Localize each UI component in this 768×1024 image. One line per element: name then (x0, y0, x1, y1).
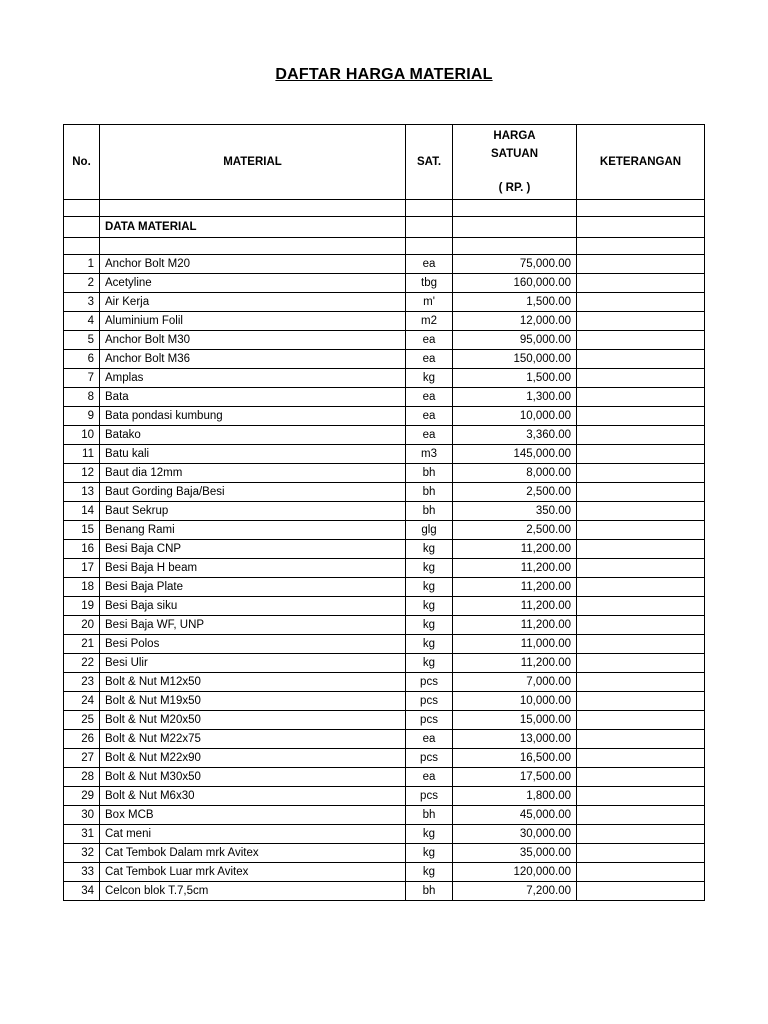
table-row (64, 597, 705, 616)
row-number: 19 (64, 597, 100, 616)
row-number: 22 (64, 654, 100, 673)
table-row (64, 863, 705, 882)
row-unit: ea (406, 730, 453, 749)
row-price: 11,200.00 (453, 559, 577, 578)
row-price: 15,000.00 (453, 711, 577, 730)
row-note (577, 711, 705, 730)
table-row (64, 692, 705, 711)
row-note (577, 540, 705, 559)
header-harga-line2: SATUAN (490, 148, 539, 160)
row-note (577, 483, 705, 502)
row-number: 33 (64, 863, 100, 882)
row-unit: ea (406, 350, 453, 369)
row-number: 7 (64, 369, 100, 388)
row-note (577, 521, 705, 540)
row-material: Bolt & Nut M22x75 (100, 730, 406, 749)
row-unit: ea (406, 255, 453, 274)
row-number: 14 (64, 502, 100, 521)
row-note (577, 825, 705, 844)
row-price: 75,000.00 (453, 255, 577, 274)
row-material: Bolt & Nut M30x50 (100, 768, 406, 787)
row-material: Amplas (100, 369, 406, 388)
row-note (577, 806, 705, 825)
row-number: 21 (64, 635, 100, 654)
row-number: 9 (64, 407, 100, 426)
row-note (577, 331, 705, 350)
table-row (64, 464, 705, 483)
row-note (577, 559, 705, 578)
row-unit: glg (406, 521, 453, 540)
row-unit: kg (406, 863, 453, 882)
row-material: Bata (100, 388, 406, 407)
row-material: Celcon blok T.7,5cm (100, 882, 406, 901)
row-number: 23 (64, 673, 100, 692)
table-row (64, 635, 705, 654)
row-material: Besi Baja siku (100, 597, 406, 616)
table-row (64, 787, 705, 806)
row-unit: bh (406, 806, 453, 825)
row-number: 31 (64, 825, 100, 844)
row-price: 1,300.00 (453, 388, 577, 407)
row-material: Batako (100, 426, 406, 445)
row-unit: m' (406, 293, 453, 312)
row-unit: pcs (406, 692, 453, 711)
row-note (577, 312, 705, 331)
row-price: 35,000.00 (453, 844, 577, 863)
row-number: 15 (64, 521, 100, 540)
row-price: 145,000.00 (453, 445, 577, 464)
table-row (64, 350, 705, 369)
row-note (577, 274, 705, 293)
row-note (577, 255, 705, 274)
row-unit: bh (406, 483, 453, 502)
table-row (64, 806, 705, 825)
row-unit: pcs (406, 787, 453, 806)
row-number: 2 (64, 274, 100, 293)
row-number: 17 (64, 559, 100, 578)
row-note (577, 616, 705, 635)
row-note (577, 350, 705, 369)
header-sat: SAT. (406, 125, 453, 200)
row-price: 13,000.00 (453, 730, 577, 749)
row-unit: kg (406, 578, 453, 597)
row-price: 11,200.00 (453, 616, 577, 635)
row-material: Besi Baja CNP (100, 540, 406, 559)
row-unit: kg (406, 654, 453, 673)
row-number: 13 (64, 483, 100, 502)
row-unit: kg (406, 825, 453, 844)
table-row (64, 882, 705, 901)
row-price: 2,500.00 (453, 521, 577, 540)
row-price: 7,000.00 (453, 673, 577, 692)
table-row (64, 521, 705, 540)
table-row (64, 331, 705, 350)
row-note (577, 445, 705, 464)
row-material: Cat meni (100, 825, 406, 844)
row-unit: ea (406, 768, 453, 787)
row-price: 160,000.00 (453, 274, 577, 293)
row-price: 30,000.00 (453, 825, 577, 844)
row-price: 8,000.00 (453, 464, 577, 483)
row-number: 29 (64, 787, 100, 806)
row-material: Baut dia 12mm (100, 464, 406, 483)
row-material: Anchor Bolt M20 (100, 255, 406, 274)
row-price: 1,500.00 (453, 293, 577, 312)
row-material: Besi Baja H beam (100, 559, 406, 578)
row-number: 1 (64, 255, 100, 274)
table-row (64, 369, 705, 388)
row-note (577, 293, 705, 312)
table-row (64, 749, 705, 768)
price-table (63, 124, 705, 901)
row-price: 11,200.00 (453, 597, 577, 616)
table-row (64, 388, 705, 407)
table-row (64, 654, 705, 673)
row-unit: bh (406, 502, 453, 521)
row-material: Cat Tembok Dalam mrk Avitex (100, 844, 406, 863)
row-number: 12 (64, 464, 100, 483)
row-note (577, 635, 705, 654)
row-material: Batu kali (100, 445, 406, 464)
row-number: 32 (64, 844, 100, 863)
row-note (577, 597, 705, 616)
row-note (577, 844, 705, 863)
row-note (577, 673, 705, 692)
row-material: Baut Gording Baja/Besi (100, 483, 406, 502)
row-material: Bolt & Nut M12x50 (100, 673, 406, 692)
row-price: 1,800.00 (453, 787, 577, 806)
row-note (577, 369, 705, 388)
row-number: 26 (64, 730, 100, 749)
row-note (577, 388, 705, 407)
row-note (577, 654, 705, 673)
row-number: 30 (64, 806, 100, 825)
row-unit: kg (406, 369, 453, 388)
header-row (64, 125, 705, 200)
row-material: Baut Sekrup (100, 502, 406, 521)
header-harga-line3: ( RP. ) (498, 182, 531, 194)
row-unit: pcs (406, 749, 453, 768)
row-unit: bh (406, 464, 453, 483)
row-price: 350.00 (453, 502, 577, 521)
row-material: Besi Baja Plate (100, 578, 406, 597)
row-price: 45,000.00 (453, 806, 577, 825)
row-unit: kg (406, 559, 453, 578)
table-row (64, 274, 705, 293)
row-material: Besi Polos (100, 635, 406, 654)
table-row (64, 426, 705, 445)
row-unit: kg (406, 597, 453, 616)
row-material: Bolt & Nut M19x50 (100, 692, 406, 711)
row-price: 95,000.00 (453, 331, 577, 350)
row-unit: bh (406, 882, 453, 901)
row-number: 4 (64, 312, 100, 331)
price-table-body (64, 125, 705, 901)
row-material: Benang Rami (100, 521, 406, 540)
table-row (64, 540, 705, 559)
row-unit: m2 (406, 312, 453, 331)
header-harga-line1: HARGA (493, 130, 536, 142)
row-unit: m3 (406, 445, 453, 464)
row-note (577, 882, 705, 901)
row-unit: ea (406, 388, 453, 407)
row-price: 1,500.00 (453, 369, 577, 388)
table-row (64, 616, 705, 635)
row-unit: pcs (406, 673, 453, 692)
row-unit: ea (406, 426, 453, 445)
row-price: 150,000.00 (453, 350, 577, 369)
row-price: 10,000.00 (453, 692, 577, 711)
row-note (577, 426, 705, 445)
row-note (577, 787, 705, 806)
table-row (64, 711, 705, 730)
row-price: 2,500.00 (453, 483, 577, 502)
row-note (577, 502, 705, 521)
row-price: 17,500.00 (453, 768, 577, 787)
header-no: No. (64, 125, 100, 200)
row-note (577, 730, 705, 749)
section-row (64, 217, 705, 238)
row-number: 3 (64, 293, 100, 312)
row-material: Cat Tembok Luar mrk Avitex (100, 863, 406, 882)
row-unit: kg (406, 844, 453, 863)
row-note (577, 749, 705, 768)
row-material: Acetyline (100, 274, 406, 293)
table-row (64, 407, 705, 426)
row-material: Box MCB (100, 806, 406, 825)
section-label: DATA MATERIAL (100, 217, 406, 238)
row-material: Bolt & Nut M20x50 (100, 711, 406, 730)
table-row (64, 502, 705, 521)
row-number: 24 (64, 692, 100, 711)
row-unit: kg (406, 540, 453, 559)
table-row (64, 483, 705, 502)
row-price: 7,200.00 (453, 882, 577, 901)
row-note (577, 407, 705, 426)
row-unit: ea (406, 331, 453, 350)
blank-row (64, 238, 705, 255)
row-price: 16,500.00 (453, 749, 577, 768)
row-note (577, 863, 705, 882)
document-title: DAFTAR HARGA MATERIAL (275, 66, 493, 83)
row-unit: tbg (406, 274, 453, 293)
row-material: Anchor Bolt M30 (100, 331, 406, 350)
row-number: 5 (64, 331, 100, 350)
table-row (64, 768, 705, 787)
row-number: 18 (64, 578, 100, 597)
row-number: 28 (64, 768, 100, 787)
row-note (577, 464, 705, 483)
table-row (64, 825, 705, 844)
row-unit: kg (406, 635, 453, 654)
row-number: 20 (64, 616, 100, 635)
table-row (64, 312, 705, 331)
table-row (64, 445, 705, 464)
row-price: 3,360.00 (453, 426, 577, 445)
table-row (64, 559, 705, 578)
row-unit: kg (406, 616, 453, 635)
row-material: Besi Baja WF, UNP (100, 616, 406, 635)
table-row (64, 673, 705, 692)
row-material: Air Kerja (100, 293, 406, 312)
row-number: 25 (64, 711, 100, 730)
header-keterangan: KETERANGAN (577, 125, 705, 200)
table-row (64, 293, 705, 312)
table-row (64, 844, 705, 863)
row-price: 11,200.00 (453, 540, 577, 559)
header-material: MATERIAL (100, 125, 406, 200)
row-material: Bata pondasi kumbung (100, 407, 406, 426)
row-material: Bolt & Nut M22x90 (100, 749, 406, 768)
blank-row (64, 200, 705, 217)
row-note (577, 768, 705, 787)
row-material: Aluminium Folil (100, 312, 406, 331)
row-material: Bolt & Nut M6x30 (100, 787, 406, 806)
table-row (64, 730, 705, 749)
row-unit: ea (406, 407, 453, 426)
row-number: 27 (64, 749, 100, 768)
row-number: 34 (64, 882, 100, 901)
row-price: 10,000.00 (453, 407, 577, 426)
row-material: Anchor Bolt M36 (100, 350, 406, 369)
table-row (64, 255, 705, 274)
table-row (64, 578, 705, 597)
row-number: 6 (64, 350, 100, 369)
row-price: 11,200.00 (453, 578, 577, 597)
header-harga (453, 125, 577, 200)
row-number: 8 (64, 388, 100, 407)
row-number: 16 (64, 540, 100, 559)
row-number: 11 (64, 445, 100, 464)
row-material: Besi Ulir (100, 654, 406, 673)
row-price: 11,200.00 (453, 654, 577, 673)
row-note (577, 692, 705, 711)
row-note (577, 578, 705, 597)
row-price: 12,000.00 (453, 312, 577, 331)
row-unit: pcs (406, 711, 453, 730)
row-price: 11,000.00 (453, 635, 577, 654)
row-price: 120,000.00 (453, 863, 577, 882)
row-number: 10 (64, 426, 100, 445)
